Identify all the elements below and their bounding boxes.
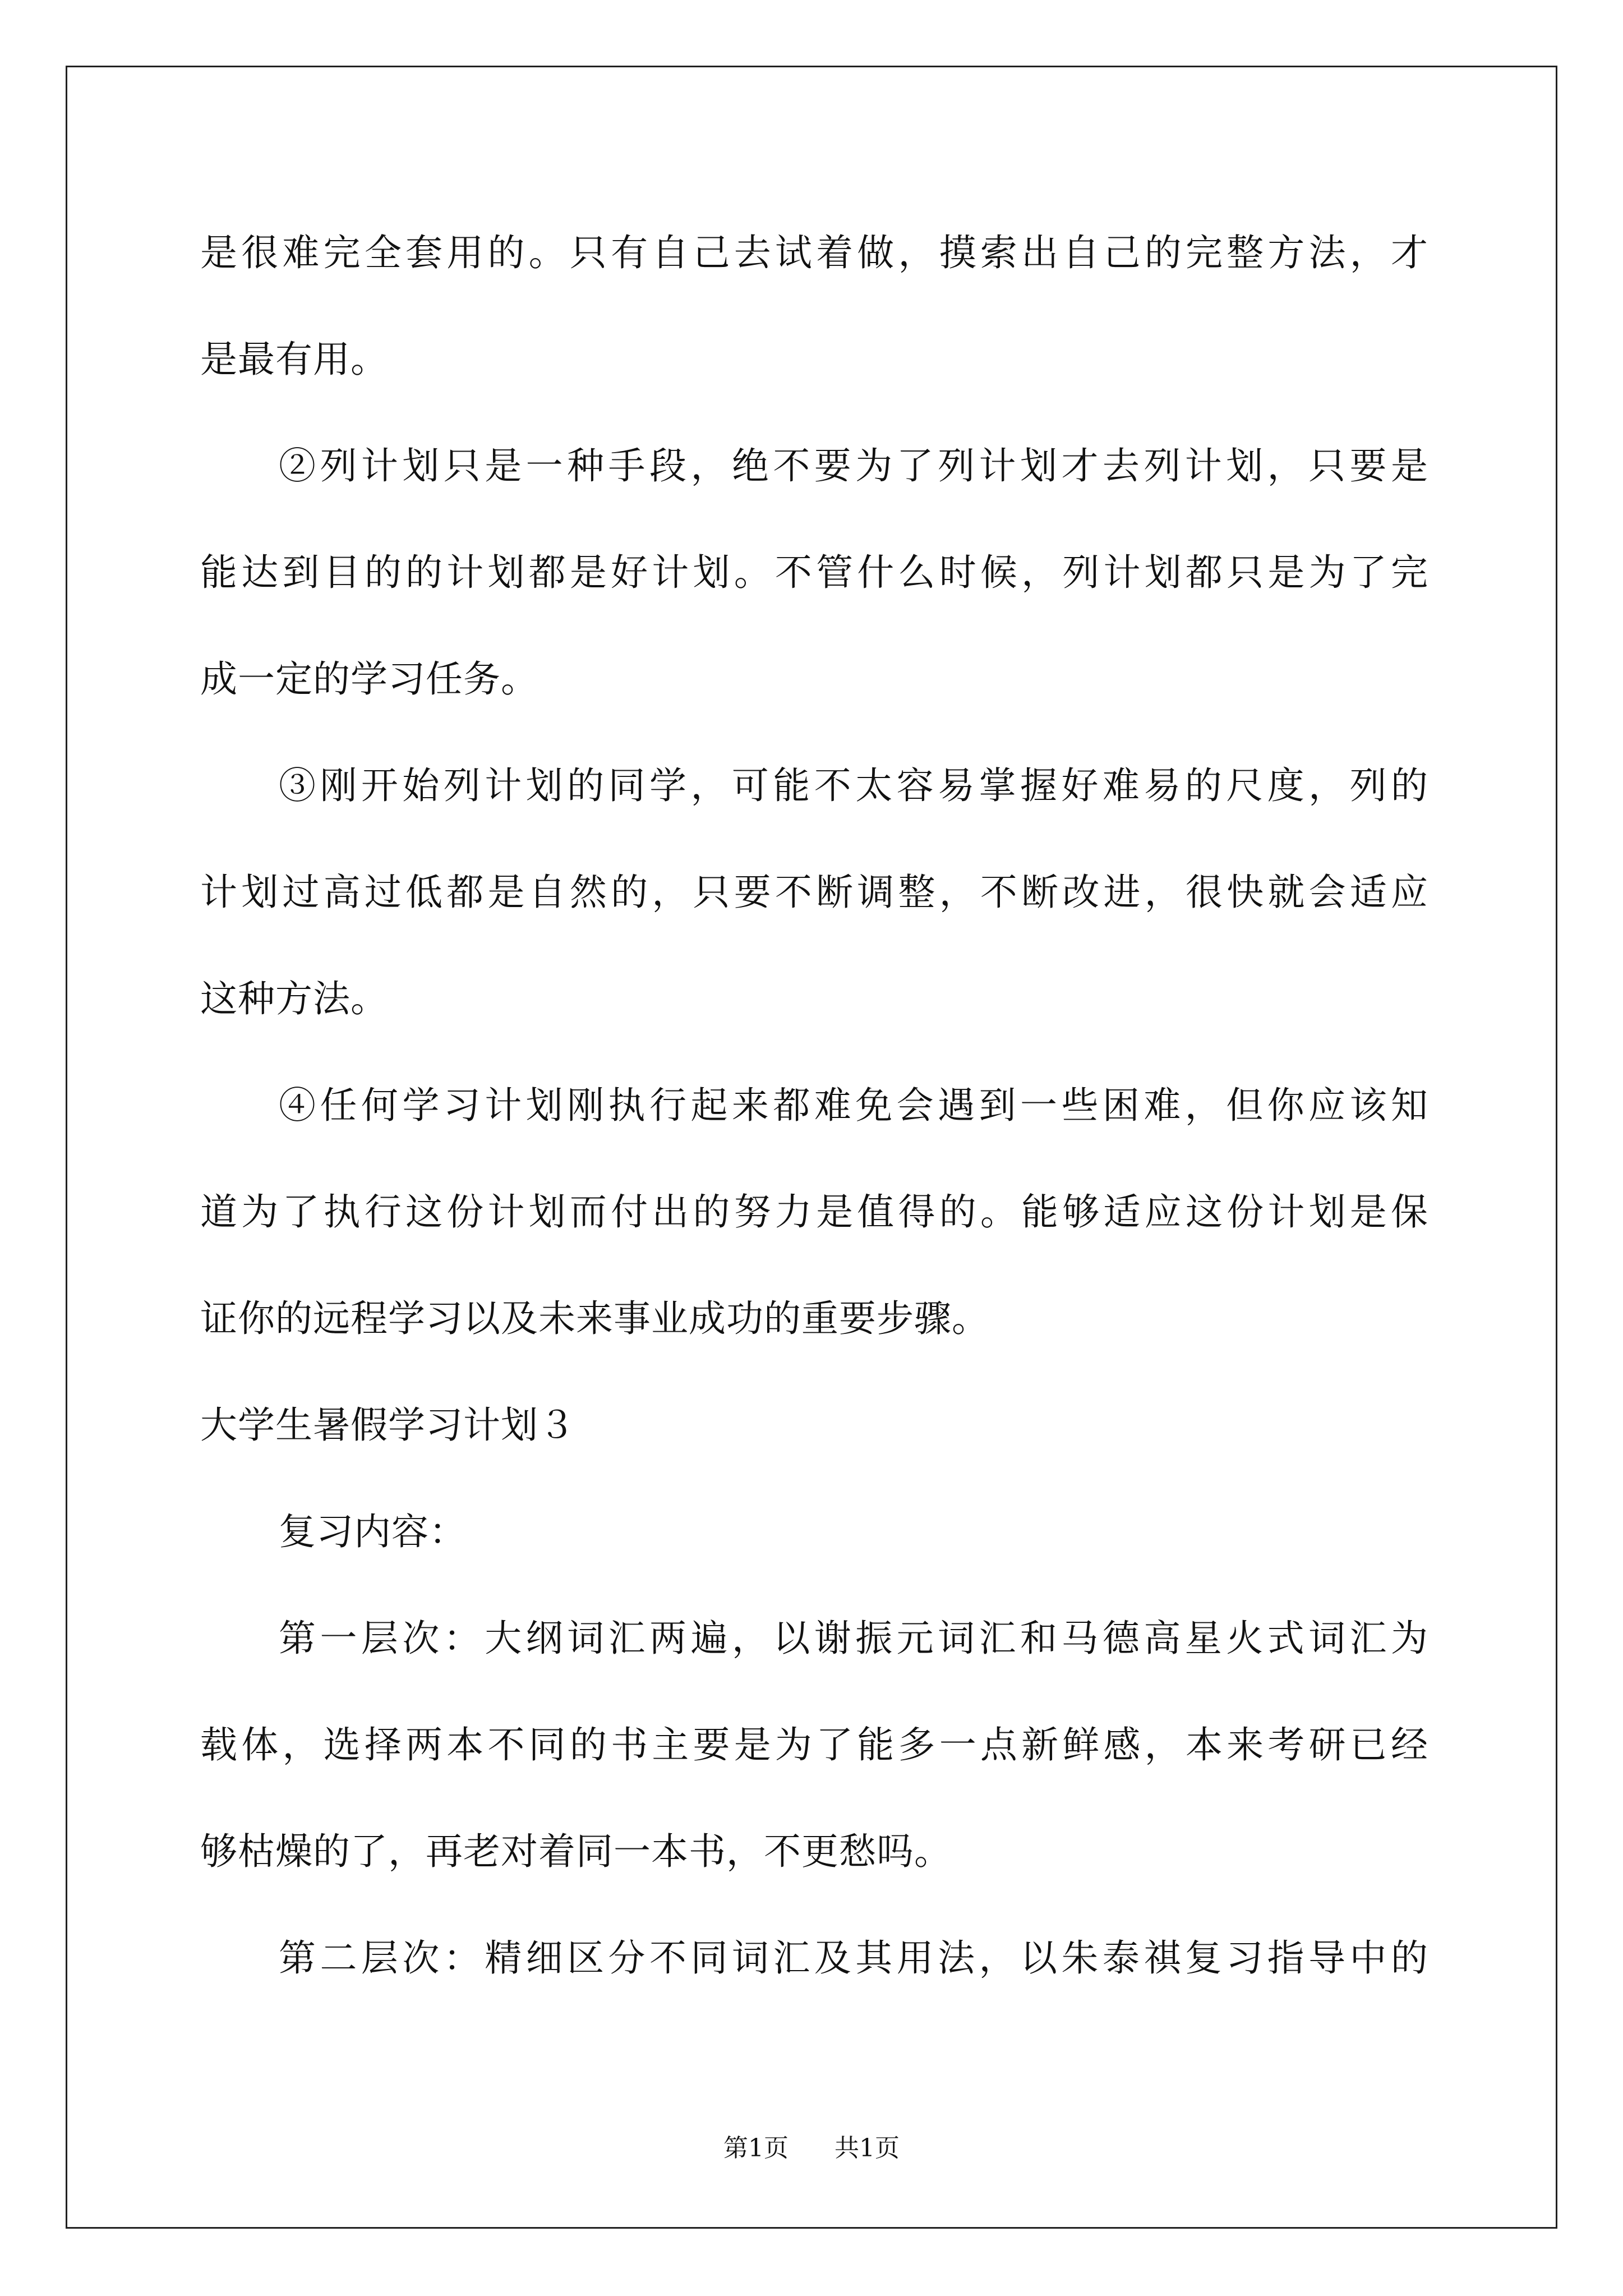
body-line: 能达到目的的计划都是好计划。不管什么时候，列计划都只是为了完 xyxy=(200,551,1428,594)
body-line: ②列计划只是一种手段，绝不要为了列计划才去列计划，只要是 xyxy=(279,444,1428,487)
page-footer xyxy=(0,2132,1623,2165)
body-line: 载体，选择两本不同的书主要是为了能多一点新鲜感，本来考研已经 xyxy=(200,1723,1428,1766)
body-line: 这种方法。 xyxy=(200,977,388,1020)
body-line: 道为了执行这份计划而付出的努力是值得的。能够适应这份计划是保 xyxy=(200,1190,1428,1234)
body-line: 成一定的学习任务。 xyxy=(200,657,538,701)
section-heading: 大学生暑假学习计划３ xyxy=(200,1404,576,1447)
page-border xyxy=(66,66,1557,2229)
body-line: 第一层次：大纲词汇两遍，以谢振元词汇和马德高星火式词汇为 xyxy=(279,1617,1428,1660)
body-line: ④任何学习计划刚执行起来都难免会遇到一些困难，但你应该知 xyxy=(279,1084,1428,1127)
page-number: 第1页 xyxy=(723,2134,789,2162)
body-line: 证你的远程学习以及未来事业成功的重要步骤。 xyxy=(200,1297,989,1340)
body-line: 是很难完全套用的。只有自己去试着做，摸索出自己的完整方法，才 xyxy=(200,231,1428,274)
body-line: 够枯燥的了，再老对着同一本书，不更愁吗。 xyxy=(200,1830,952,1873)
body-line: 是最有用。 xyxy=(200,338,388,381)
body-line: 计划过高过低都是自然的，只要不断调整，不断改进，很快就会适应 xyxy=(200,871,1428,914)
body-line: 复习内容： xyxy=(279,1510,467,1553)
page-total: 共1页 xyxy=(834,2134,900,2162)
body-line: ③刚开始列计划的同学，可能不太容易掌握好难易的尺度，列的 xyxy=(279,764,1428,807)
body-line: 第二层次：精细区分不同词汇及其用法，以朱泰祺复习指导中的 xyxy=(279,1936,1428,1980)
